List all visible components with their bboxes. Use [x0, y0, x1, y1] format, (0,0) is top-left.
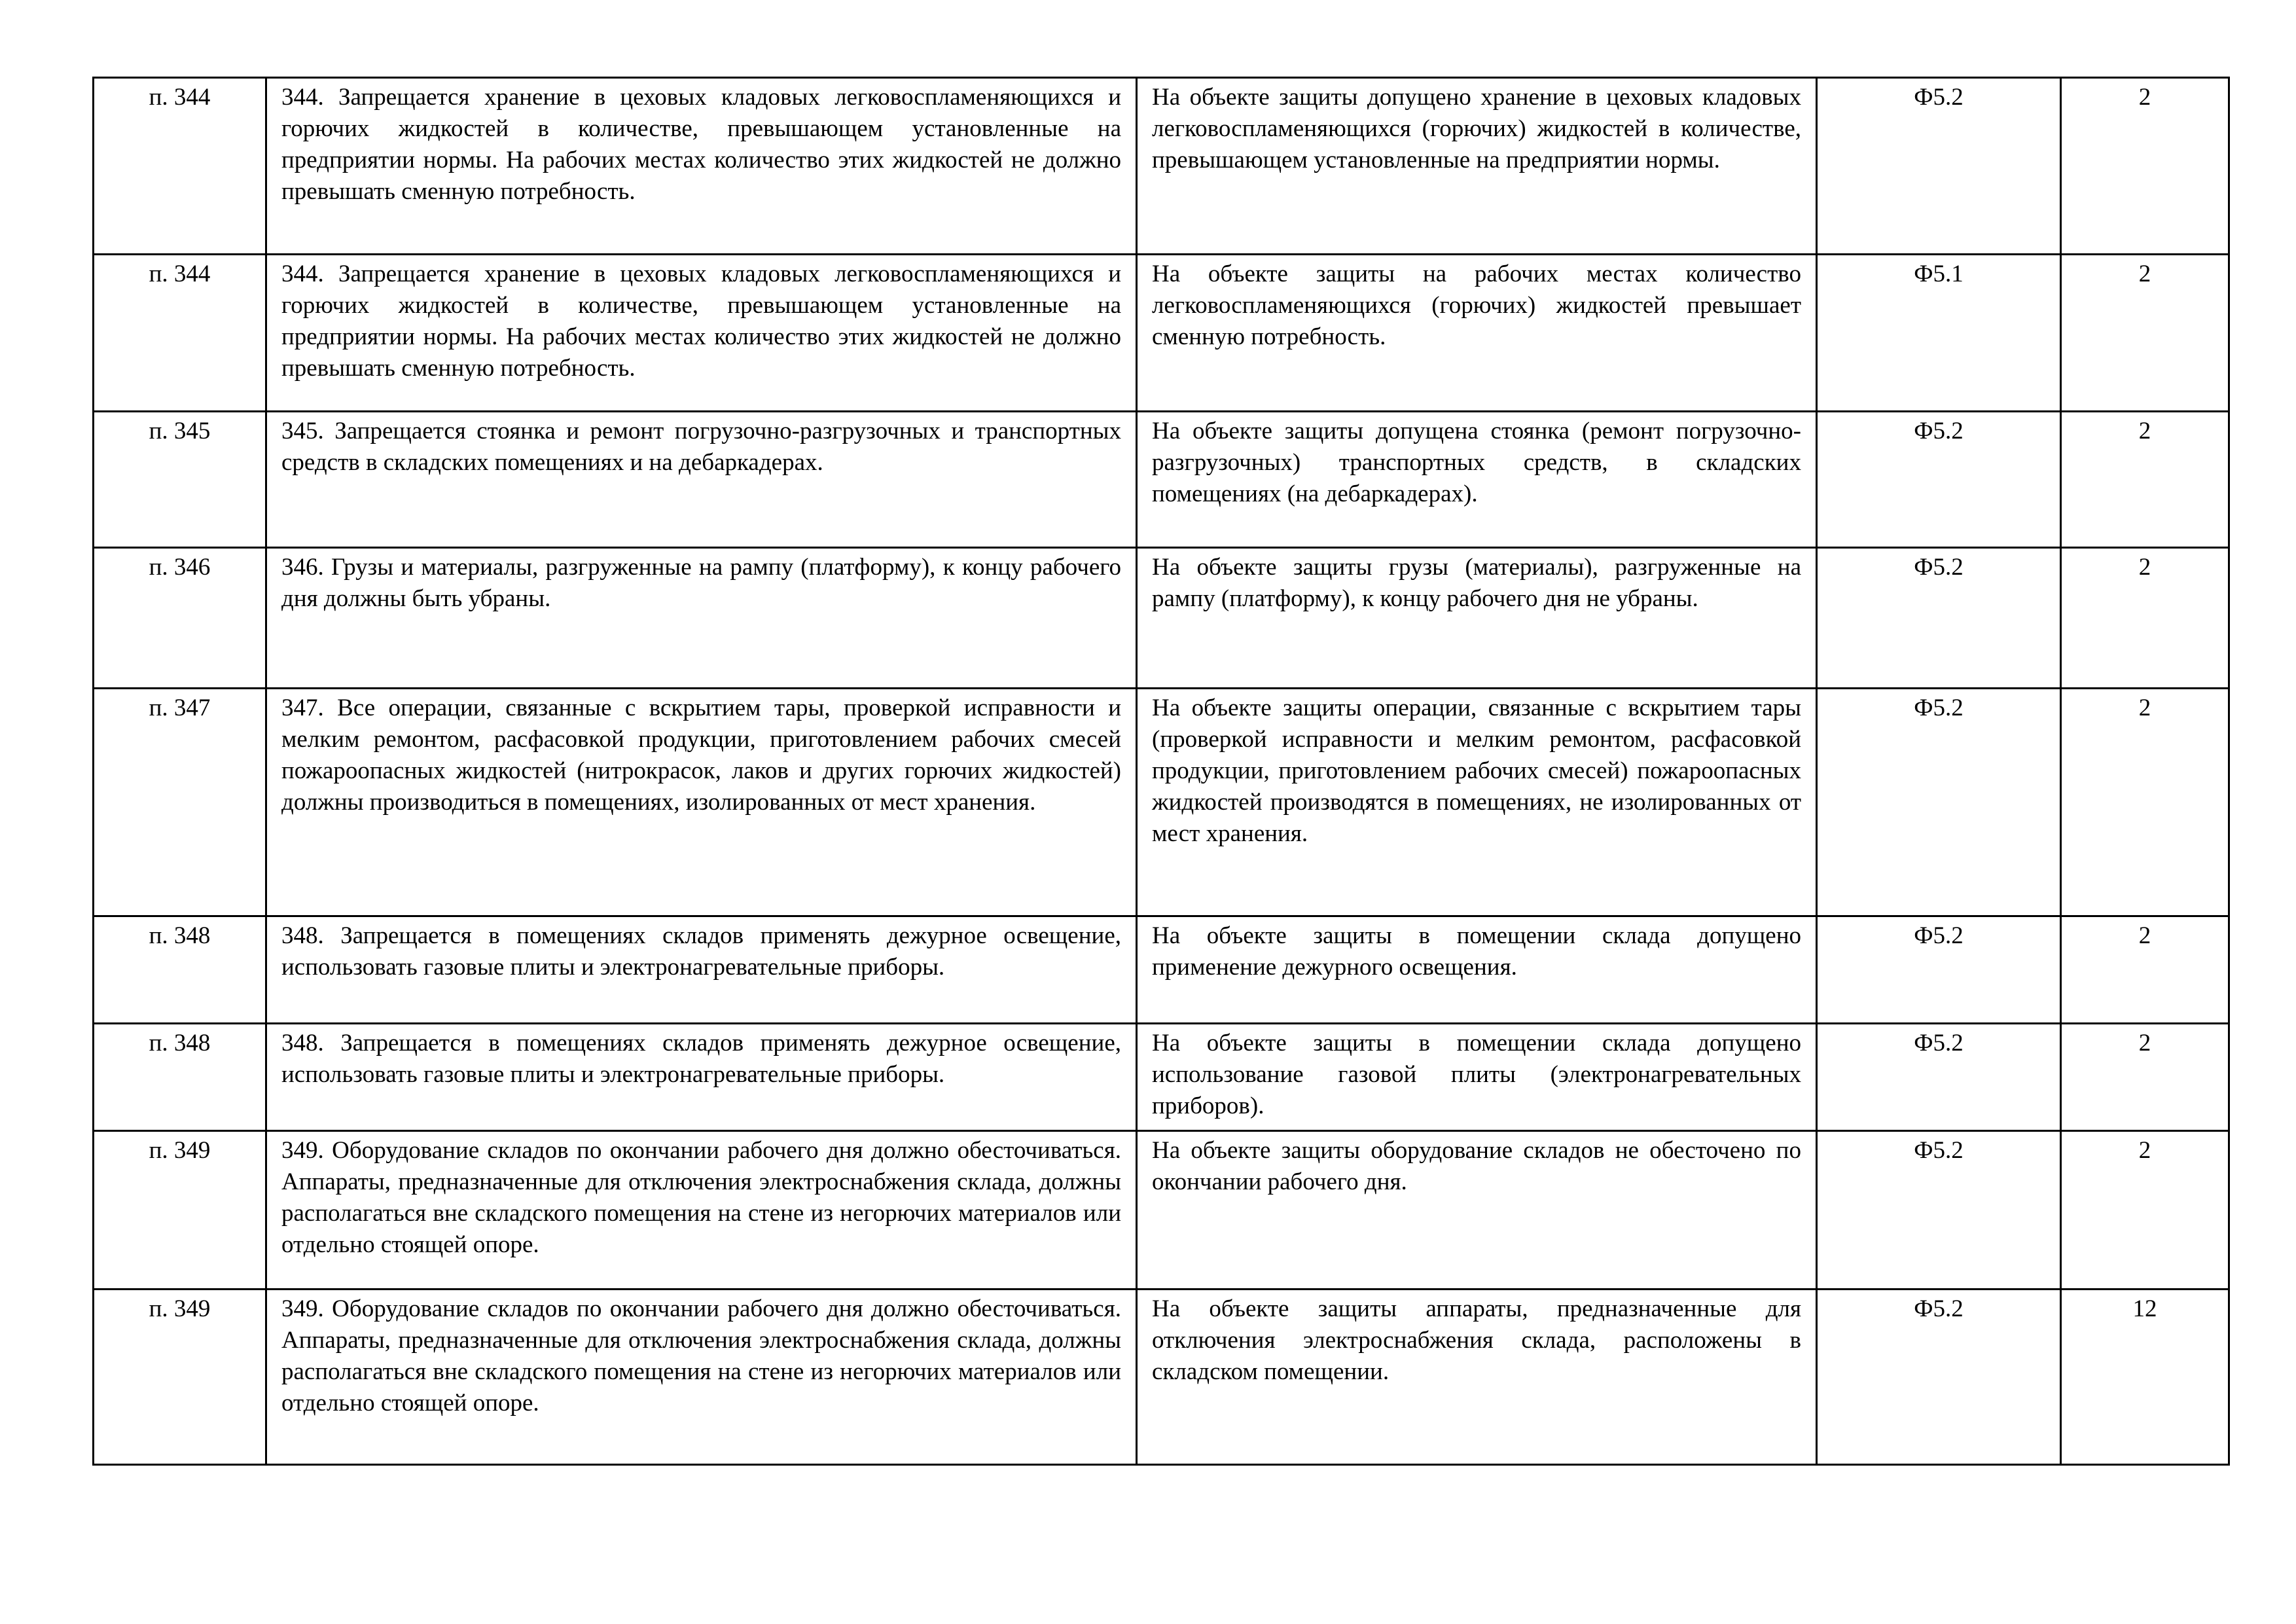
table-row — [94, 1131, 2229, 1290]
value-cell: 2 — [2061, 255, 2229, 412]
category-code-cell: Ф5.2 — [1817, 916, 2061, 1024]
table-row — [94, 255, 2229, 412]
value-cell: 2 — [2061, 689, 2229, 916]
requirement-text-cell: 344. Запрещается хранение в цеховых кладовых легковоспламеняющихся и горючих жидкостей в количестве, превышающем установленные на предприятии нормы. На рабочих местах количество этих жидкостей не должно превышать сменную потребность. — [266, 78, 1137, 255]
category-code-cell: Ф5.1 — [1817, 255, 2061, 412]
table-row — [94, 1290, 2229, 1465]
requirement-text-cell: 344. Запрещается хранение в цеховых кладовых легковоспламеняющихся и горючих жидкостей в количестве, превышающем установленные на предприятии нормы. На рабочих местах количество этих жидкостей не должно превышать сменную потребность. — [266, 255, 1137, 412]
violation-text-cell: На объекте защиты оборудование складов не обесточено по окончании рабочего дня. — [1137, 1131, 1817, 1290]
violation-text-cell: На объекте защиты допущена стоянка (ремонт погрузочно-разгрузочных) транспортных средств, в складских помещениях (на дебаркадерах). — [1137, 412, 1817, 548]
category-code-cell: Ф5.2 — [1817, 689, 2061, 916]
violation-text-cell: На объекте защиты допущено хранение в цеховых кладовых легковоспламеняющихся (горючих) жидкостей в количестве, превышающем установленные на предприятии нормы. — [1137, 78, 1817, 255]
category-code-cell: Ф5.2 — [1817, 1290, 2061, 1465]
table-row — [94, 916, 2229, 1024]
clause-ref-cell: п. 348 — [94, 916, 266, 1024]
clause-ref-cell: п. 346 — [94, 548, 266, 689]
clause-ref-cell: п. 349 — [94, 1290, 266, 1465]
violation-text-cell: На объекте защиты в помещении склада допущено использование газовой плиты (электронагревательных приборов). — [1137, 1024, 1817, 1131]
table-row — [94, 78, 2229, 255]
value-cell: 2 — [2061, 916, 2229, 1024]
value-cell: 12 — [2061, 1290, 2229, 1465]
value-cell: 2 — [2061, 1024, 2229, 1131]
violation-text-cell: На объекте защиты в помещении склада допущено применение дежурного освещения. — [1137, 916, 1817, 1024]
category-code-cell: Ф5.2 — [1817, 1131, 2061, 1290]
violation-text-cell: На объекте защиты на рабочих местах количество легковоспламеняющихся (горючих) жидкостей превышает сменную потребность. — [1137, 255, 1817, 412]
requirement-text-cell: 346. Грузы и материалы, разгруженные на рампу (платформу), к концу рабочего дня должны быть убраны. — [266, 548, 1137, 689]
category-code-cell: Ф5.2 — [1817, 1024, 2061, 1131]
table-row — [94, 1024, 2229, 1131]
requirements-table — [92, 77, 2230, 1466]
requirement-text-cell: 349. Оборудование складов по окончании рабочего дня должно обесточиваться. Аппараты, предназначенные для отключения электроснабжения склада, должны располагаться вне складского помещения на стене из негорючих материалов или отдельно стоящей опоре. — [266, 1131, 1137, 1290]
table-row — [94, 412, 2229, 548]
clause-ref-cell: п. 344 — [94, 255, 266, 412]
clause-ref-cell: п. 349 — [94, 1131, 266, 1290]
value-cell: 2 — [2061, 1131, 2229, 1290]
value-cell: 2 — [2061, 548, 2229, 689]
clause-ref-cell: п. 345 — [94, 412, 266, 548]
category-code-cell: Ф5.2 — [1817, 548, 2061, 689]
value-cell: 2 — [2061, 412, 2229, 548]
clause-ref-cell: п. 347 — [94, 689, 266, 916]
category-code-cell: Ф5.2 — [1817, 412, 2061, 548]
table-row — [94, 689, 2229, 916]
requirement-text-cell: 349. Оборудование складов по окончании рабочего дня должно обесточиваться. Аппараты, предназначенные для отключения электроснабжения склада, должны располагаться вне складского помещения на стене из негорючих материалов или отдельно стоящей опоре. — [266, 1290, 1137, 1465]
requirement-text-cell: 347. Все операции, связанные с вскрытием тары, проверкой исправности и мелким ремонтом, расфасовкой продукции, приготовлением рабочих смесей пожароопасных жидкостей (нитрокрасок, лаков и других горючих жидкостей) должны производиться в помещениях, изолированных от мест хранения. — [266, 689, 1137, 916]
clause-ref-cell: п. 348 — [94, 1024, 266, 1131]
requirement-text-cell: 348. Запрещается в помещениях складов применять дежурное освещение, использовать газовые плиты и электронагревательные приборы. — [266, 1024, 1137, 1131]
violation-text-cell: На объекте защиты грузы (материалы), разгруженные на рампу (платформу), к концу рабочего дня не убраны. — [1137, 548, 1817, 689]
violation-text-cell: На объекте защиты операции, связанные с вскрытием тары (проверкой исправности и мелким ремонтом, расфасовкой продукции, приготовлением рабочих смесей) пожароопасных жидкостей производятся в помещениях, не изолированных от мест хранения. — [1137, 689, 1817, 916]
requirement-text-cell: 345. Запрещается стоянка и ремонт погрузочно-разгрузочных и транспортных средств в складских помещениях и на дебаркадерах. — [266, 412, 1137, 548]
category-code-cell: Ф5.2 — [1817, 78, 2061, 255]
requirement-text-cell: 348. Запрещается в помещениях складов применять дежурное освещение, использовать газовые плиты и электронагревательные приборы. — [266, 916, 1137, 1024]
violation-text-cell: На объекте защиты аппараты, предназначенные для отключения электроснабжения склада, расположены в складском помещении. — [1137, 1290, 1817, 1465]
table-row — [94, 548, 2229, 689]
clause-ref-cell: п. 344 — [94, 78, 266, 255]
value-cell: 2 — [2061, 78, 2229, 255]
